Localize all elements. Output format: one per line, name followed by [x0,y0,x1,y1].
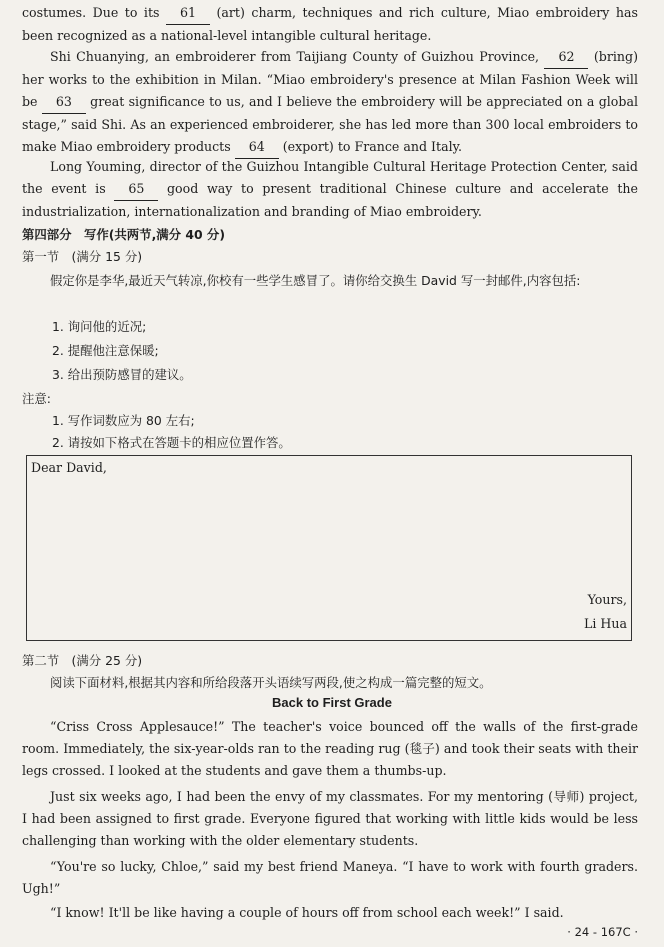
prompt-item-3: 3. 给出预防感冒的建议。 [52,367,192,382]
letter-greeting: Dear David, [31,460,107,475]
letter-closing: Yours, [587,592,627,607]
blank-65: 65 [114,178,158,201]
writing-prompt: 假定你是李华,最近天气转凉,你校有一些学生感冒了。请你给交换生 David 写一封邮件,内容包括: [50,273,581,288]
story-paragraph-3: “You're so lucky, Chloe,” said my best friend Maneya. “I have to work with fourth graders. Ugh!” [22,859,638,896]
letter-answer-box [26,455,632,641]
blank-63: 63 [42,91,86,114]
section2-prompt: 阅读下面材料,根据其内容和所给段落开头语续写两段,使之构成一篇完整的短文。 [50,675,492,690]
passage-paragraph-2: Shi Chuanying, an embroiderer from Taijiang County of Guizhou Province, 62 (bring) her works to the exhibition in Milan. “Miao embroidery's presence at Milan Fashion Week will be 63 great significance to us, and I believe the embroidery will be appreciated on a global stage,” said Shi. As an experienced embroiderer, she has led more than 300 local embroiders to make Miao embroidery products 64 (export) to France and Italy. [22,46,638,159]
story-paragraph-2: Just six weeks ago, I had been the envy of my classmates. For my mentoring (导师) project, I had been assigned to first grade. Everyone figured that working with little kids would be less challenging than working with the older elementary students. [22,789,638,848]
blank-61: 61 [166,2,210,25]
blank-62: 62 [544,46,588,69]
passage-paragraph-3: Long Youming, director of the Guizhou Intangible Cultural Heritage Protection Center, said the event is 65 good way to present traditional Chinese culture and accelerate the industrialization, internationalization and branding of Miao embroidery. [22,159,638,219]
prompt-item-1: 1. 询问他的近况; [52,319,147,334]
note-1: 1. 写作词数应为 80 左右; [52,413,195,428]
section2-heading: 第二节 (满分 25 分) [22,653,143,668]
page-footer: · 24 - 167C · [567,925,638,939]
story-title: Back to First Grade [272,695,392,710]
letter-signature: Li Hua [584,616,627,631]
story-paragraph-4: “I know! It'll be like having a couple of hours off from school each week!” I said. [50,905,564,920]
passage-paragraph-1: costumes. Due to its 61 (art) charm, techniques and rich culture, Miao embroidery has been recognized as a national-level intangible cultural heritage. [22,2,638,47]
prompt-item-2: 2. 提醒他注意保暖; [52,343,159,358]
section1-heading: 第一节 (满分 15 分) [22,249,143,264]
part4-heading: 第四部分 写作(共两节,满分 40 分) [22,227,225,242]
blank-64: 64 [235,136,279,159]
story-paragraph-1: “Criss Cross Applesauce!” The teacher's voice bounced off the walls of the first-grade room. Immediately, the six-year-olds ran to the reading rug (毯子) and took their seats with their legs crossed. I looked at the students and gave them a thumbs-up. [22,719,638,778]
note-2: 2. 请按如下格式在答题卡的相应位置作答。 [52,435,291,450]
note-label: 注意: [22,391,51,406]
